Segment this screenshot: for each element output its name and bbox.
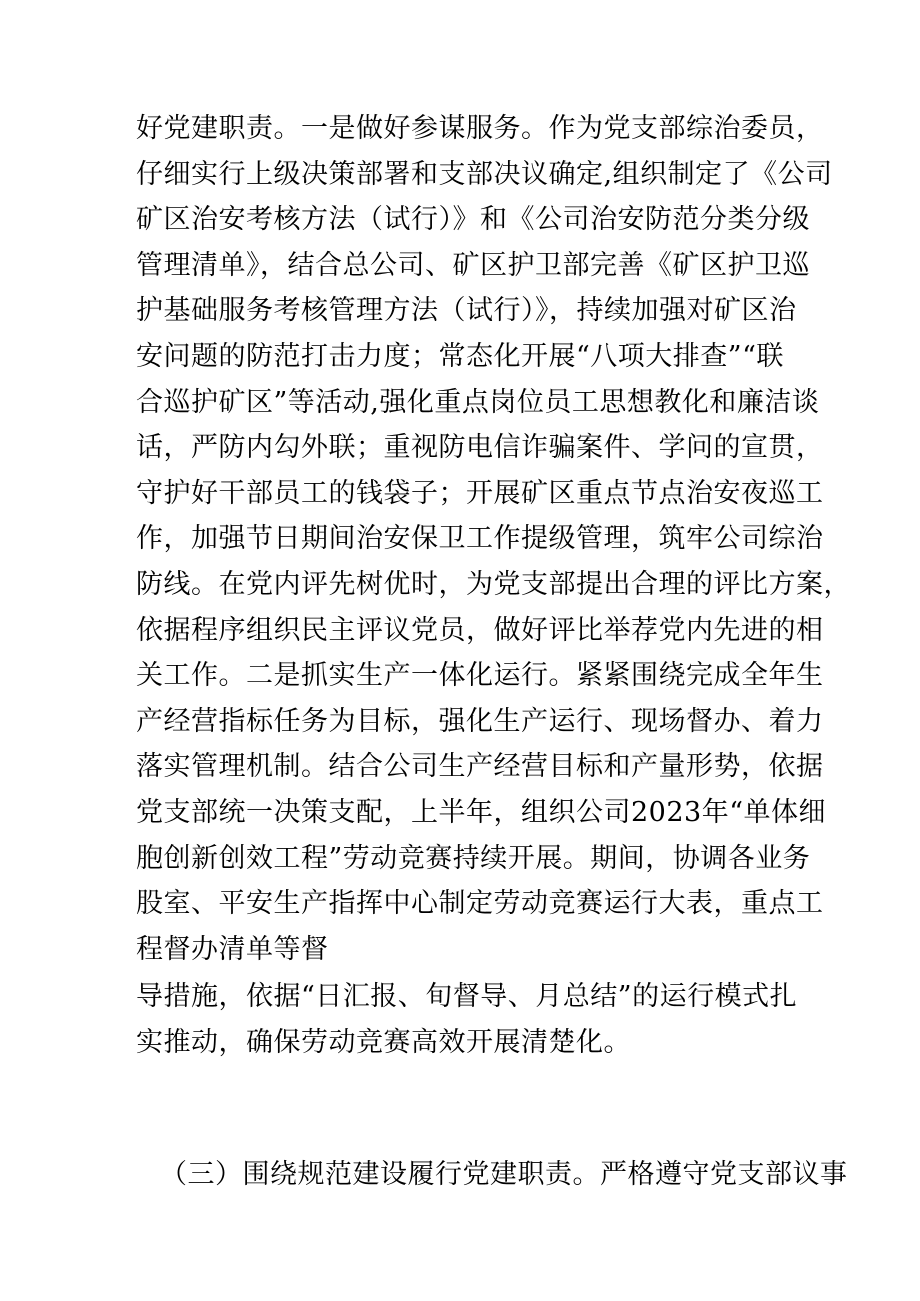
- body-text-line: 股室、平安生产指挥中心制定劳动竞赛运行大表，重点工: [136, 888, 824, 919]
- body-text-line: 安问题的防范打击力度；常态化开展“八项大排查”“联: [136, 341, 784, 372]
- body-text-line: 守护好干部员工的钱袋子；开展矿区重点节点治安夜巡工: [136, 478, 824, 509]
- body-text-line: 落实管理机制。结合公司生产经营目标和产量形势，依据: [136, 751, 824, 782]
- section-heading: （三）围绕规范建设履行党建职责。严格遵守党支部议事: [160, 1159, 848, 1190]
- body-text-line: 防线。在党内评先树优时，为党支部提出合理的评比方案，: [136, 569, 851, 600]
- body-text-line: 程督办清单等督: [136, 934, 329, 965]
- body-text-line: 胞创新创效工程”劳动竞赛持续开展。期间，协调各业务: [136, 843, 811, 874]
- body-text-line: 仔细实行上级决策部署和支部决议确定,组织制定了《公司: [136, 159, 833, 190]
- body-text-line: 党支部统一决策支配，上半年，组织公司2023年“单体细: [136, 797, 827, 828]
- body-text-line: 产经营指标任务为目标，强化生产运行、现场督办、着力: [136, 706, 824, 737]
- body-text-line: 矿区治安考核方法（试行）》和《公司治安防范分类分级: [136, 204, 810, 235]
- body-text-line: 护基础服务考核管理方法（试行）》，持续加强对矿区治: [136, 295, 797, 326]
- body-text-line: 作，加强节日期间治安保卫工作提级管理，筑牢公司综治: [136, 523, 824, 554]
- body-text-line: 依据程序组织民主评议党员，做好评比举荐党内先进的相: [136, 615, 824, 646]
- body-text-line: 话，严防内勾外联；重视防电信诈骗案件、学问的宣贯，: [136, 432, 824, 463]
- body-text-line: 实推动，确保劳动竞赛高效开展清楚化。: [136, 1027, 631, 1058]
- body-text-line: 关工作。二是抓实生产一体化运行。紧紧围绕完成全年生: [136, 660, 824, 691]
- body-text-line: 好党建职责。一是做好参谋服务。作为党支部综治委员，: [136, 113, 824, 144]
- body-text-line: 管理清单》，结合总公司、矿区护卫部完善《矿区护卫巡: [136, 250, 810, 281]
- body-text-line: 合巡护矿区”等活动,强化重点岗位员工思想教化和廉洁谈: [136, 387, 820, 418]
- body-text-line: 导措施，依据“日汇报、旬督导、月总结”的运行模式扎: [136, 981, 798, 1012]
